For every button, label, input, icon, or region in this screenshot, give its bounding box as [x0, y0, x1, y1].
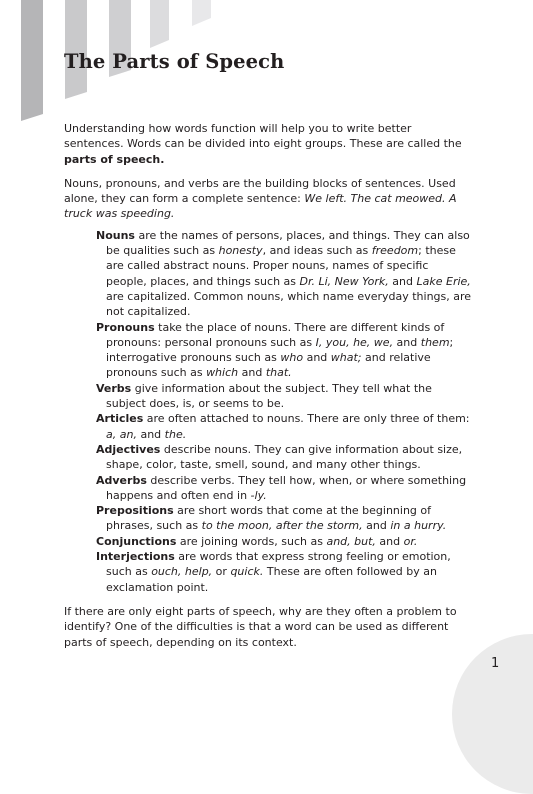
- example-sentences: We left. The cat meowed. A truck was speeding.: [64, 192, 457, 221]
- entry-adjectives: Adjectives describe nouns. They can give information about size, shape, color, taste, smell, sound, and many other things.: [96, 442, 463, 472]
- entry-adverbs: Adverbs describe verbs. They tell how, when, or where something happens and often end in -ly.: [96, 473, 467, 502]
- parts-of-speech-bold: parts of speech.: [64, 152, 165, 166]
- closing-paragraph: If there are only eight parts of speech, why are they often a problem to identify? One of the difficulties is that a word can be used as different parts of speech, depending on its context.: [64, 604, 457, 649]
- stripe-4: [150, 0, 169, 48]
- term-prepositions: Prepositions: [96, 504, 174, 518]
- term-interjections: Interjections: [96, 550, 175, 564]
- entry-pronouns: Pronouns take the place of nouns. There are different kinds of pronouns: personal pronouns such as I, you, he, we, and them; interrogative pronouns such as who and what; and relative pronouns such as which and that.: [96, 320, 454, 380]
- entry-articles: Articles are often attached to nouns. There are only three of them: a, an, and the.: [96, 412, 470, 441]
- page-number: 1: [491, 656, 500, 671]
- parts-list: [96, 228, 472, 595]
- term-nouns: Nouns: [96, 228, 135, 242]
- term-articles: Articles: [96, 412, 144, 426]
- entry-verbs: Verbs give information about the subject. They tell what the subject does, is, or seems to be.: [96, 381, 432, 411]
- term-conjunctions: Conjunctions: [96, 534, 177, 548]
- body-text: [64, 121, 472, 650]
- term-verbs: Verbs: [96, 381, 132, 395]
- building-blocks-paragraph: Nouns, pronouns, and verbs are the building blocks of sentences. Used alone, they can form a complete sentence: We left. The cat meowed. A truck was speeding.: [64, 176, 457, 221]
- term-pronouns: Pronouns: [96, 320, 155, 334]
- intro-paragraph: Understanding how words function will help you to write better sentences. Words can be divided into eight groups. These are called the parts of speech.: [64, 122, 462, 166]
- entry-prepositions: Prepositions are short words that come at the beginning of phrases, such as to the moon, after the storm, and in a hurry.: [96, 504, 447, 533]
- entry-conjunctions: Conjunctions are joining words, such as and, but, and or.: [96, 534, 418, 548]
- term-adverbs: Adverbs: [96, 473, 147, 487]
- stripe-1: [21, 0, 43, 121]
- entry-nouns: Nouns are the names of persons, places, and things. They can also be qualities such as honesty, and ideas such as freedom; these are called abstract nouns. Proper nouns, names of specific people, places, and things such as Dr. Li, New York, and Lake Erie, are capitalized. Common nouns, which name everyday things, are not capitalized.: [96, 228, 472, 319]
- stripe-5: [192, 0, 211, 26]
- page-title: The Parts of Speech: [64, 50, 285, 73]
- entry-interjections: Interjections are words that express strong feeling or emotion, such as ouch, help, or quick. These are often followed by an exclamation point.: [96, 550, 451, 594]
- term-adjectives: Adjectives: [96, 442, 161, 456]
